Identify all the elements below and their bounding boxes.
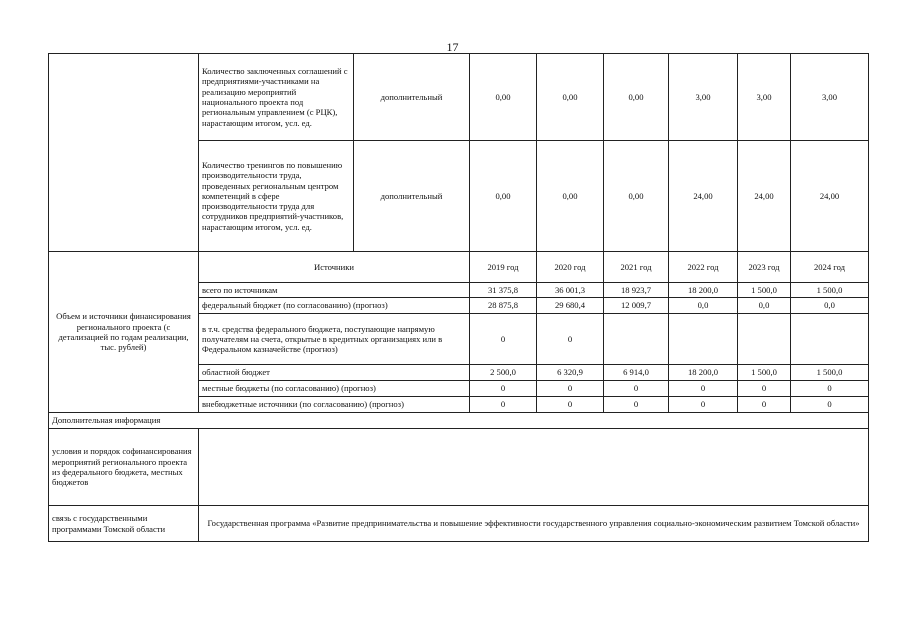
finance-value: 0: [791, 397, 869, 413]
finance-value: [604, 314, 669, 365]
finance-row-name: областной бюджет: [199, 365, 470, 381]
indicator-blank-cell: [49, 54, 199, 252]
finance-value: 36 001,3: [537, 283, 604, 298]
finance-value: 12 009,7: [604, 298, 669, 314]
finance-value: 2 500,0: [470, 365, 537, 381]
finance-value: [669, 314, 738, 365]
indicator-name: Количество заключенных соглашений с предприятиями-участниками на реализацию мероприятий национального проекта под региональным управлением (с РЦК), нарастающим итогом, усл. ед.: [199, 54, 354, 141]
finance-value: 18 923,7: [604, 283, 669, 298]
finance-value: 0: [738, 381, 791, 397]
finance-value: [791, 314, 869, 365]
cofinancing-value: [199, 429, 869, 506]
additional-header: Дополнительная информация: [49, 413, 869, 429]
page-number: 17: [446, 40, 459, 54]
finance-value: 0: [537, 381, 604, 397]
finance-value: 1 500,0: [738, 365, 791, 381]
finance-value: 6 320,9: [537, 365, 604, 381]
cofinancing-label: условия и порядок софинансирования мероприятий регионального проекта из федерального бюджета, местных бюджетов: [49, 429, 199, 506]
year-header: 2021 год: [604, 252, 669, 283]
indicator-value: 3,00: [791, 54, 869, 141]
finance-value: 0: [791, 381, 869, 397]
finance-value: 0: [537, 314, 604, 365]
finance-value: 29 680,4: [537, 298, 604, 314]
indicator-value: 0,00: [470, 141, 537, 252]
finance-row-name: федеральный бюджет (по согласованию) (прогноз): [199, 298, 470, 314]
indicator-value: 3,00: [738, 54, 791, 141]
indicator-value: 24,00: [669, 141, 738, 252]
finance-row-name: всего по источникам: [199, 283, 470, 298]
finance-value: 18 200,0: [669, 283, 738, 298]
additional-header-row: [49, 413, 869, 429]
sources-header: Источники: [199, 252, 470, 283]
finance-value: 28 875,8: [470, 298, 537, 314]
finance-value: 0: [470, 314, 537, 365]
cofinancing-row: [49, 429, 869, 506]
finance-header-row: [49, 252, 869, 283]
finance-value: 0,0: [791, 298, 869, 314]
finance-value: 18 200,0: [669, 365, 738, 381]
finance-value: 0: [604, 381, 669, 397]
indicator-row: [49, 54, 869, 141]
indicator-value: 24,00: [738, 141, 791, 252]
finance-value: 0: [669, 397, 738, 413]
year-header: 2019 год: [470, 252, 537, 283]
year-header: 2023 год: [738, 252, 791, 283]
programs-value: Государственная программа «Развитие предпринимательства и повышение эффективности государственного управления социально-экономическим развитием Томской области»: [199, 506, 869, 542]
finance-value: 6 914,0: [604, 365, 669, 381]
programs-label: связь с государственными программами Томской области: [49, 506, 199, 542]
year-header: 2020 год: [537, 252, 604, 283]
finance-value: 0: [669, 381, 738, 397]
year-header: 2022 год: [669, 252, 738, 283]
finance-value: 1 500,0: [738, 283, 791, 298]
finance-value: 0,0: [669, 298, 738, 314]
indicator-value: 3,00: [669, 54, 738, 141]
finance-value: 0: [537, 397, 604, 413]
finance-label: Объем и источники финансирования регионального проекта (с детализацией по годам реализации, тыс. рублей): [49, 252, 199, 413]
finance-value: 0: [604, 397, 669, 413]
year-header: 2024 год: [791, 252, 869, 283]
indicator-value: 0,00: [604, 54, 669, 141]
indicator-type: дополнительный: [354, 54, 470, 141]
indicator-value: 0,00: [604, 141, 669, 252]
finance-value: [738, 314, 791, 365]
indicator-value: 0,00: [537, 141, 604, 252]
indicator-type: дополнительный: [354, 141, 470, 252]
finance-value: 31 375,8: [470, 283, 537, 298]
finance-value: 1 500,0: [791, 283, 869, 298]
finance-value: 0: [470, 381, 537, 397]
finance-row-name: в т.ч. средства федерального бюджета, поступающие напрямую получателям на счета, открытые в кредитных организациях или в Федеральном казначействе (прогноз): [199, 314, 470, 365]
finance-value: 0,0: [738, 298, 791, 314]
indicator-value: 0,00: [537, 54, 604, 141]
programs-row: [49, 506, 869, 542]
finance-value: 0: [470, 397, 537, 413]
indicator-value: 0,00: [470, 54, 537, 141]
finance-row-name: местные бюджеты (по согласованию) (прогноз): [199, 381, 470, 397]
project-table: [48, 53, 869, 542]
indicator-value: 24,00: [791, 141, 869, 252]
finance-row-name: внебюджетные источники (по согласованию) (прогноз): [199, 397, 470, 413]
finance-value: 1 500,0: [791, 365, 869, 381]
indicator-name: Количество тренингов по повышению производительности труда, проведенных региональным центром компетенций в сфере производительности труда для сотрудников предприятий-участников, нарастающим итогом, усл. ед.: [199, 141, 354, 252]
finance-value: 0: [738, 397, 791, 413]
